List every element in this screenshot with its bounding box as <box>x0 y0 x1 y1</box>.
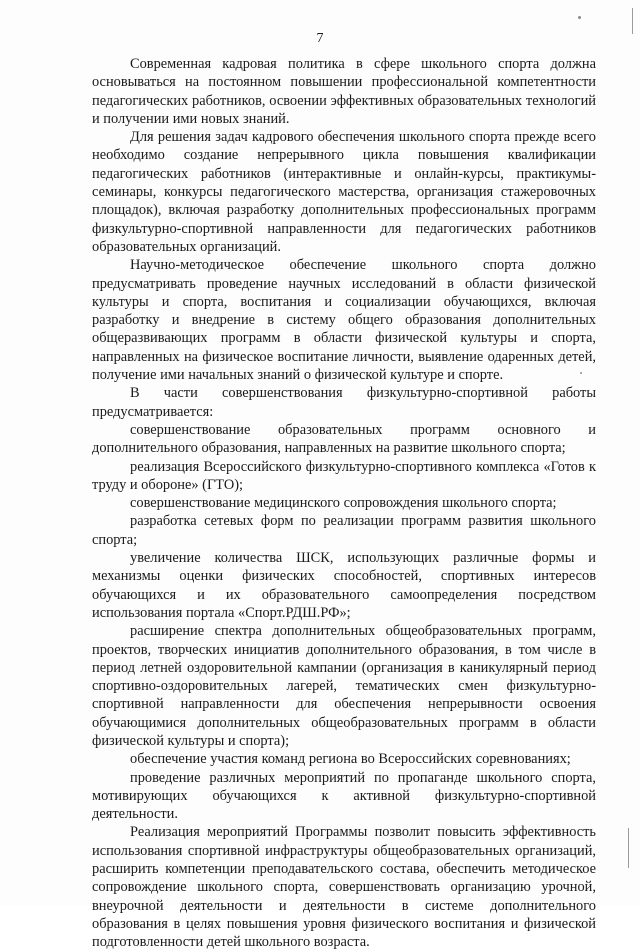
paragraph-improvement-intro: В части совершенствования физкультурно-спортивной работы предусматривается: <box>92 385 596 420</box>
scan-speck <box>580 372 582 374</box>
list-item-medical: совершенствование медицинского сопровождения школьного спорта; <box>130 495 557 512</box>
document-body <box>92 55 596 952</box>
list-item-expansion: расширение спектра дополнительных общеобразовательных программ, проектов, творческих инициатив дополнительного образования, в том числе в период летней оздоровительной кампании (организация в каникулярный период спортивно-оздоровительных лагерей, тематических смен физкультурно-спортивной направленности для обеспечения непрерывности освоения обучающимися дополнительных общеобразовательных программ в области физической культуры и спорта); <box>92 623 596 749</box>
list-item-events: проведение различных мероприятий по пропаганде школьного спорта, мотивирующих обучающихся к активной физкультурно-спортивной деятельности. <box>92 769 596 823</box>
paragraph-scientific-support: Научно-методическое обеспечение школьного спорта должно предусматривать проведение научных исследований в области физической культуры и спорта, воспитания и социализации обучающихся, включая разработку и внедрение в систему общего образования дополнительных общеразвивающих программ в области физической культуры и спорта, направленных на физическое воспитание личности, выявление одаренных детей, получение ими начальных знаний о физической культуре и спорте. <box>92 257 596 384</box>
paragraph-staffing-policy: Современная кадровая политика в сфере школьного спорта должна основываться на постоянном повышении профессиональной компетентности педагогических работников, освоении эффективных образовательных технологий и получении ими новых знаний. <box>92 56 596 127</box>
scan-edge-mark-bottom <box>628 828 629 868</box>
page-number: 7 <box>316 31 324 46</box>
paragraph-staffing-tasks: Для решения задач кадрового обеспечения школьного спорта прежде всего необходимо создание непрерывного цикла повышения квалификации педагогических работников (интерактивные и онлайн-курсы, практикумы-семинары, конкурсы педагогического мастерства, организация стажеровочных площадок), включая разработку дополнительных профессиональных программ физкультурно-спортивной направленности для педагогических работников образовательных организаций. <box>92 129 596 255</box>
list-item-school-clubs: увеличение количества ШСК, использующих различные формы и механизмы оценки физических способностей, спортивных интересов обучающихся и их образовательного самоопределения посредством использования портала «Спорт.РДШ.РФ»; <box>92 550 596 621</box>
scan-speck <box>578 16 581 19</box>
list-item-competitions: обеспечение участия команд региона во Всероссийских соревнованиях; <box>130 751 571 768</box>
list-item-network-forms: разработка сетевых форм по реализации программ развития школьного спорта; <box>92 513 596 548</box>
list-item-programs: совершенствование образовательных программ основного и дополнительного образования, направленных на развитие школьного спорта; <box>92 421 596 457</box>
paragraph-program-outcome: Реализация мероприятий Программы позволит повысить эффективность использования спортивной инфраструктуры общеобразовательных организаций, расширить компетенции преподавательского состава, обеспечить методическое сопровождение школьного спорта, совершенствовать организацию урочной, внеурочной деятельности и деятельности в системе дополнительного образования в целях повышения уровня физического воспитания и физической подготовленности детей школьного возраста. <box>92 824 596 951</box>
scan-edge-mark-top <box>632 8 633 34</box>
list-item-gto: реализация Всероссийского физкультурно-спортивного комплекса «Готов к труду и обороне» (ГТО); <box>92 458 596 493</box>
